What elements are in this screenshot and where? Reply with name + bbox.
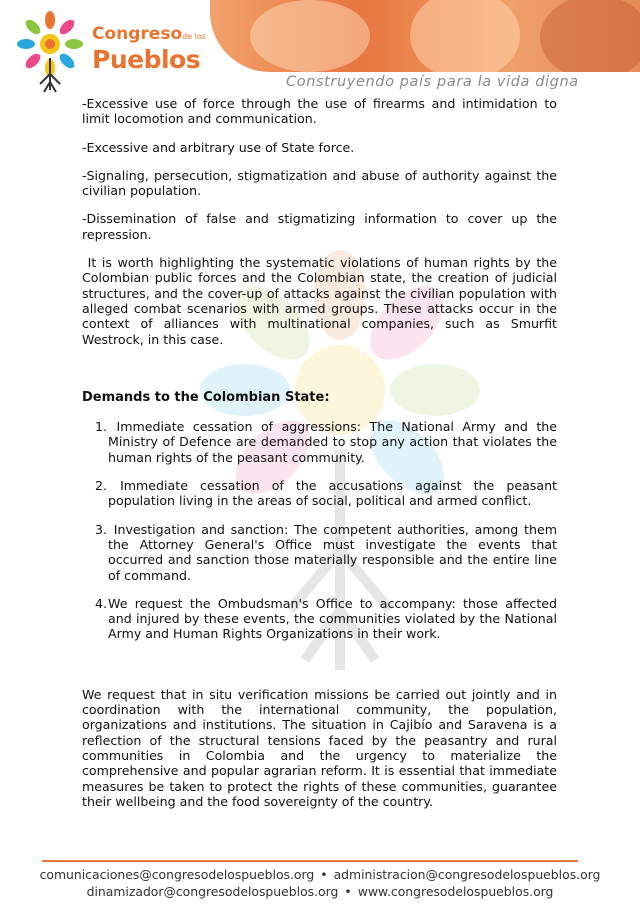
list-number: 2. xyxy=(95,478,108,494)
banner-shape xyxy=(540,0,640,72)
list-item xyxy=(82,478,562,509)
highlight-paragraph: It is worth highlighting the systematic violations of human rights by the Colombian public forces and the Colombian state, the creation of judicial structures, and the cover-up of attacks against the civilian population with alleged combat scenarios with armed groups. These attacks occur in the context of alliances with multinational companies, such as Smurfit Westrock, in this case. xyxy=(82,255,562,347)
footer-separator: • xyxy=(320,867,328,882)
banner-shape xyxy=(410,0,520,72)
demands-heading: Demands to the Colombian State: xyxy=(82,389,330,405)
logo-title: Congresode los xyxy=(92,24,206,44)
list-text: Investigation and sanction: The competent authorities, among them the Attorney General's Office must investigate the events that occurred and sanction those materially responsible and the entire line of command. xyxy=(108,521,562,583)
footer-contact-row xyxy=(0,867,640,882)
list-item xyxy=(82,596,557,642)
tagline: Construyendo país para la vida digna xyxy=(286,74,579,90)
website-link[interactable]: www.congresodelospueblos.org xyxy=(357,884,554,899)
list-text: Immediate cessation of the accusations against the peasant population living in the areas of social, political and armed conflict. xyxy=(108,478,562,509)
page-header xyxy=(0,0,640,98)
list-text: We request the Ombudsman's Office to accompany: those affected and injured by these events, the communities violated by the National Army and Human Rights Organizations in their work. xyxy=(108,595,557,642)
list-text: Immediate cessation of aggressions: The National Army and the Ministry of Defence are demanded to stop any action that violates the human rights of the peasant community. xyxy=(108,419,562,465)
document-body xyxy=(82,96,562,809)
congreso-logo-icon xyxy=(16,10,86,98)
violation-item: -Excessive use of force through the use of firearms and intimidation to limit locomotion and communication. xyxy=(82,96,557,127)
email-admin-link[interactable]: administracion@congresodelospueblos.org xyxy=(333,867,601,882)
demands-list xyxy=(82,419,562,642)
violation-item: -Excessive and arbitrary use of State force. xyxy=(82,139,355,155)
footer-divider xyxy=(42,860,578,862)
list-item xyxy=(82,521,562,583)
list-number: 3. xyxy=(95,521,108,537)
list-number: 1. xyxy=(95,419,108,435)
banner-shape xyxy=(250,0,370,72)
footer-separator: • xyxy=(344,884,352,899)
list-item xyxy=(82,419,562,465)
list-number: 4. xyxy=(95,595,108,611)
email-comms-link[interactable]: comunicaciones@congresodelospueblos.org xyxy=(39,867,315,882)
header-banner-photo xyxy=(210,0,640,72)
logo-name: Pueblos xyxy=(92,45,201,74)
email-dinamizador-link[interactable]: dinamizador@congresodelospueblos.org xyxy=(86,884,339,899)
footer-contact-row xyxy=(0,884,640,899)
violation-item: -Dissemination of false and stigmatizing information to cover up the repression. xyxy=(82,211,557,242)
logo-subtitle: de los xyxy=(182,32,206,41)
closing-paragraph: We request that in situ verification missions be carried out jointly and in coordination with the international community, the population, organizations and institutions. The situation in Cajibío and Saravena is a reflection of the structural tensions faced by the peasantry and rural communities in Colombia and the urgency to materialize the comprehensive and popular agrarian reform. It is essential that immediate measures be taken to protect the rights of these communities, guarantee their wellbeing and the food sovereignty of the country. xyxy=(82,686,557,809)
violation-item: -Signaling, persecution, stigmatization and abuse of authority against the civilian population. xyxy=(82,167,557,199)
